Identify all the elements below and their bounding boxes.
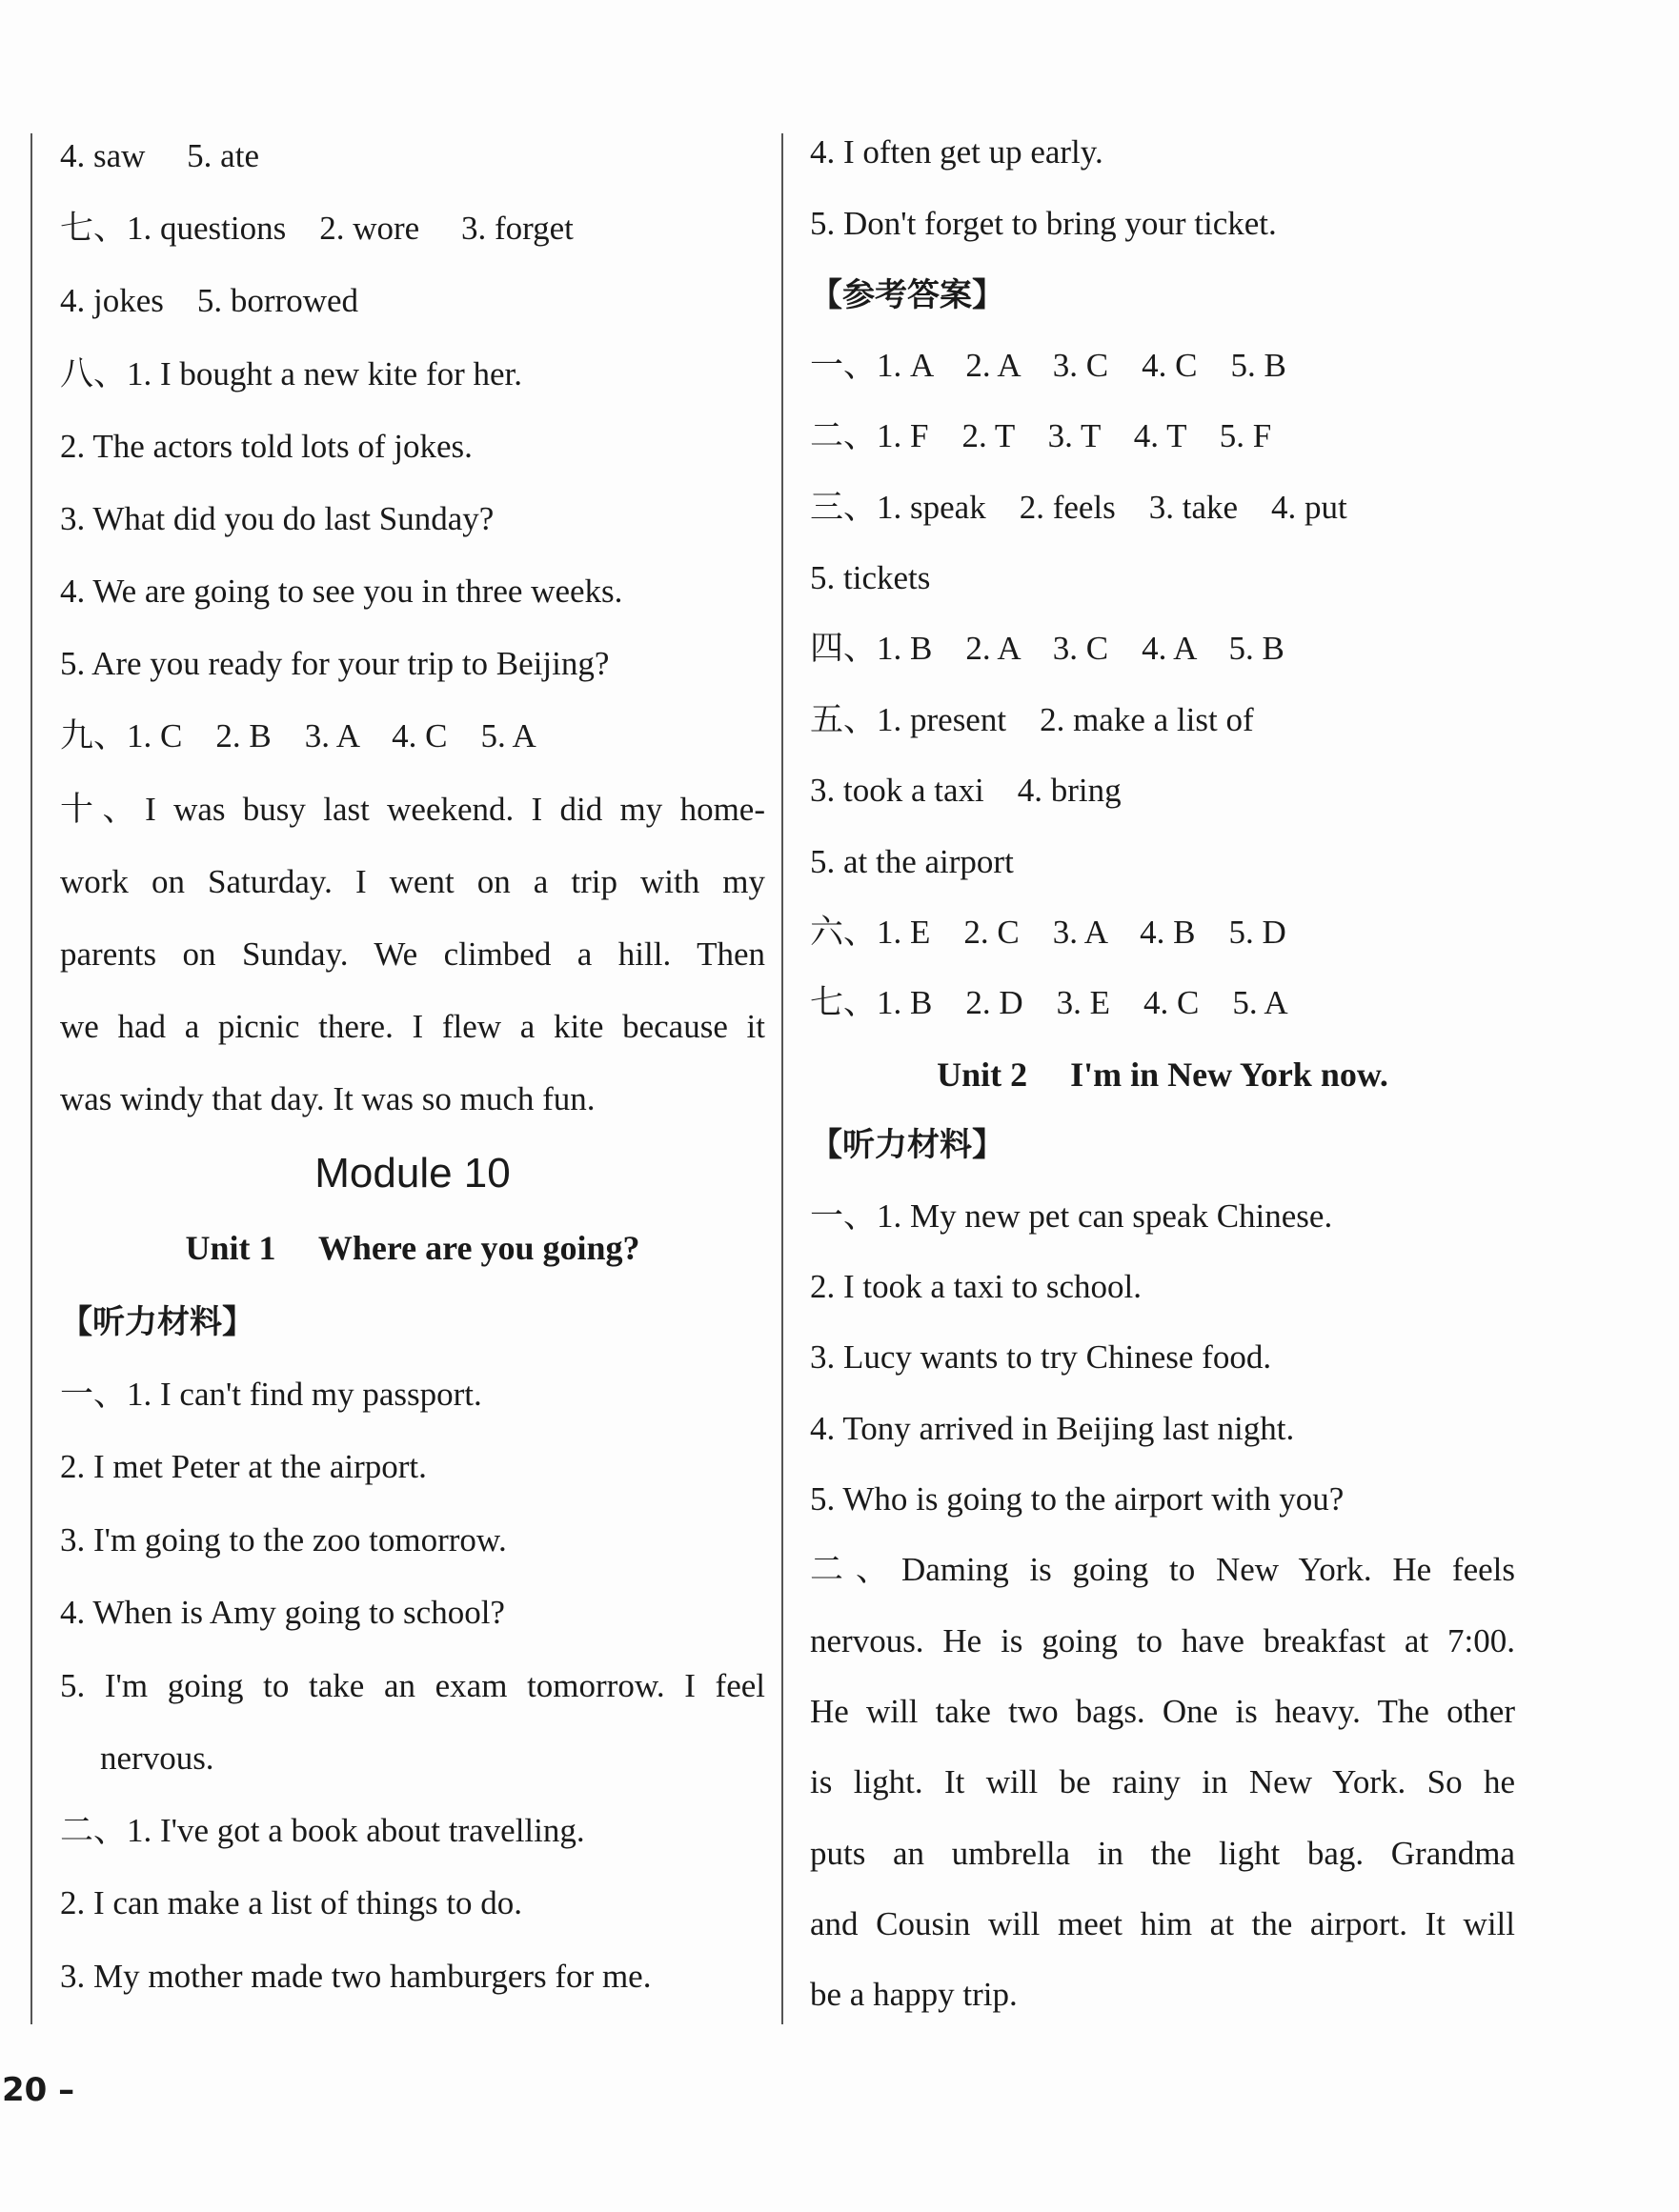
answer-line: 3. took a taxi 4. bring: [810, 772, 1122, 809]
page-number: 20 –: [2, 2071, 75, 2109]
unit-title: Unit 1 Where are you going?: [185, 1229, 640, 1267]
answer-line: 九、1. C 2. B 3. A 4. C 5. A: [60, 717, 536, 754]
transcript-line: 4. I often get up early.: [810, 133, 1103, 171]
transcript-line: 3. I'm going to the zoo tomorrow.: [60, 1521, 507, 1558]
paragraph-line: parents on Sunday. We climbed a hill. Then: [60, 935, 765, 973]
paragraph-line: and Cousin will meet him at the airport. It will: [810, 1905, 1515, 1942]
answer-line: 2. The actors told lots of jokes.: [60, 428, 473, 465]
transcript-line: 5. Who is going to the airport with you?: [810, 1480, 1345, 1518]
transcript-line: 3. My mother made two hamburgers for me.: [60, 1958, 652, 1995]
answer-line: 六、1. E 2. C 3. A 4. B 5. D: [810, 914, 1286, 951]
paragraph-line: nervous. He is going to have breakfast at 7:00.: [810, 1622, 1515, 1659]
column-divider: [781, 133, 783, 2024]
answer-line: 4. jokes 5. borrowed: [60, 282, 359, 319]
transcript-line: 2. I took a taxi to school.: [810, 1268, 1143, 1305]
module-title: Module 10: [314, 1150, 511, 1196]
paragraph-line: we had a picnic there. I flew a kite because it: [60, 1008, 765, 1045]
paragraph-line: 二、Daming is going to New York. He feels: [810, 1551, 1515, 1588]
transcript-line: 2. I met Peter at the airport.: [60, 1448, 427, 1485]
answer-line: 一、1. A 2. A 3. C 4. C 5. B: [810, 347, 1286, 384]
paragraph-line: 十、I was busy last weekend. I did my home-: [60, 791, 765, 828]
left-margin-rule: [30, 133, 32, 2024]
paragraph-line: He will take two bags. One is heavy. The other: [810, 1693, 1515, 1730]
transcript-line: 3. Lucy wants to try Chinese food.: [810, 1338, 1272, 1376]
answer-line: 3. What did you do last Sunday?: [60, 500, 495, 537]
section-header: 【参考答案】: [810, 276, 1004, 314]
transcript-line: 5. I'm going to take an exam tomorrow. I feel: [60, 1667, 765, 1704]
paragraph-line: work on Saturday. I went on a trip with my: [60, 863, 765, 900]
unit-title: Unit 2 I'm in New York now.: [937, 1056, 1388, 1094]
transcript-line: 5. Don't forget to bring your ticket.: [810, 205, 1277, 242]
paragraph-line: was windy that day. It was so much fun.: [60, 1080, 596, 1117]
answer-line: 5. at the airport: [810, 843, 1014, 880]
transcript-line: 4. Tony arrived in Beijing last night.: [810, 1410, 1295, 1447]
transcript-line: 二、1. I've got a book about travelling.: [60, 1812, 585, 1849]
answer-line: 二、1. F 2. T 3. T 4. T 5. F: [810, 417, 1272, 454]
answer-line: 四、1. B 2. A 3. C 4. A 5. B: [810, 630, 1285, 667]
section-header: 【听力材料】: [810, 1126, 1004, 1164]
transcript-line: 一、1. My new pet can speak Chinese.: [810, 1197, 1333, 1235]
answer-line: 七、1. B 2. D 3. E 4. C 5. A: [810, 984, 1288, 1021]
paragraph-line: puts an umbrella in the light bag. Grandma: [810, 1835, 1515, 1872]
answer-line: 4. saw 5. ate: [60, 137, 259, 174]
answer-line: 七、1. questions 2. wore 3. forget: [60, 210, 574, 247]
transcript-line: 4. When is Amy going to school?: [60, 1594, 505, 1631]
answer-line: 五、1. present 2. make a list of: [810, 701, 1254, 738]
answer-line: 三、1. speak 2. feels 3. take 4. put: [810, 489, 1347, 526]
transcript-line: 2. I can make a list of things to do.: [60, 1884, 523, 1921]
section-header: 【听力材料】: [60, 1303, 254, 1341]
transcript-line: 一、1. I can't find my passport.: [60, 1376, 482, 1413]
transcript-line: nervous.: [100, 1739, 214, 1777]
answer-line: 八、1. I bought a new kite for her.: [60, 355, 523, 392]
answer-line: 4. We are going to see you in three weeks.: [60, 573, 623, 610]
answer-line: 5. tickets: [810, 559, 931, 596]
paragraph-line: is light. It will be rainy in New York. So he: [810, 1763, 1515, 1800]
answer-line: 5. Are you ready for your trip to Beijing?: [60, 645, 610, 682]
paragraph-line: be a happy trip.: [810, 1976, 1018, 2013]
